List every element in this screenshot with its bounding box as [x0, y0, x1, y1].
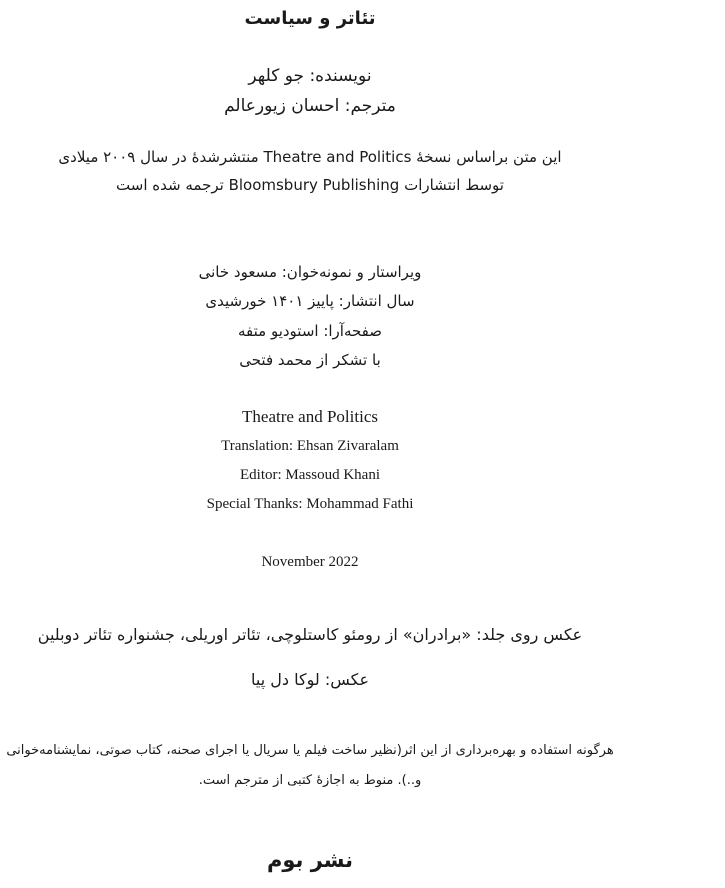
credit-editor-en: Editor: Massoud Khani [240, 467, 380, 483]
credit-editor-fa: ویراستار و نمونه‌خوان: مسعود خانی [198, 263, 422, 281]
publisher-name: نشر بوم [266, 848, 354, 872]
source-note-line-2: توسط انتشارات Bloomsbury Publishing ترجمه شده است [116, 176, 504, 194]
book-title-fa: تئاتر و سیاست [244, 8, 376, 29]
author-line: نویسنده: جو کلهر [248, 66, 372, 86]
credit-translation-en: Translation: Ehsan Zivaralam [221, 438, 399, 454]
credit-layout-fa: صفحه‌آرا: استودیو متفه [237, 322, 383, 340]
credit-thanks-fa: با تشکر از محمد فتحی [239, 351, 381, 369]
photo-credit: عکس: لوکا دل پیا [251, 670, 369, 689]
rights-notice-line-1: هرگونه استفاده و بهره‌برداری از این اثر(نظیر ساخت فیلم یا سریال یا اجرای صحنه، کتاب صوتی، نمایشنامه‌خوانی [6, 743, 614, 758]
publish-date-en: November 2022 [261, 554, 359, 570]
credit-thanks-en: Special Thanks: Mohammad Fathi [206, 496, 414, 512]
book-title-en: Theatre and Politics [242, 407, 378, 426]
source-note-line-1: این متن براساس نسخهٔ Theatre and Politics منتشرشدهٔ در سال ۲۰۰۹ میلادی [58, 148, 562, 166]
credit-publish-date-fa: سال انتشار: پاییز ۱۴۰۱ خورشیدی [205, 292, 415, 310]
translator-line: مترجم: احسان زیورعالم [224, 96, 396, 116]
rights-notice-line-2: و..). منوط به اجازهٔ کتبی از مترجم است. [198, 773, 422, 788]
cover-photo-note: عکس روی جلد: «برادران» از رومئو کاستلوچی، تئاتر اوریلی، جشنواره تئاتر دوبلین [37, 625, 583, 644]
